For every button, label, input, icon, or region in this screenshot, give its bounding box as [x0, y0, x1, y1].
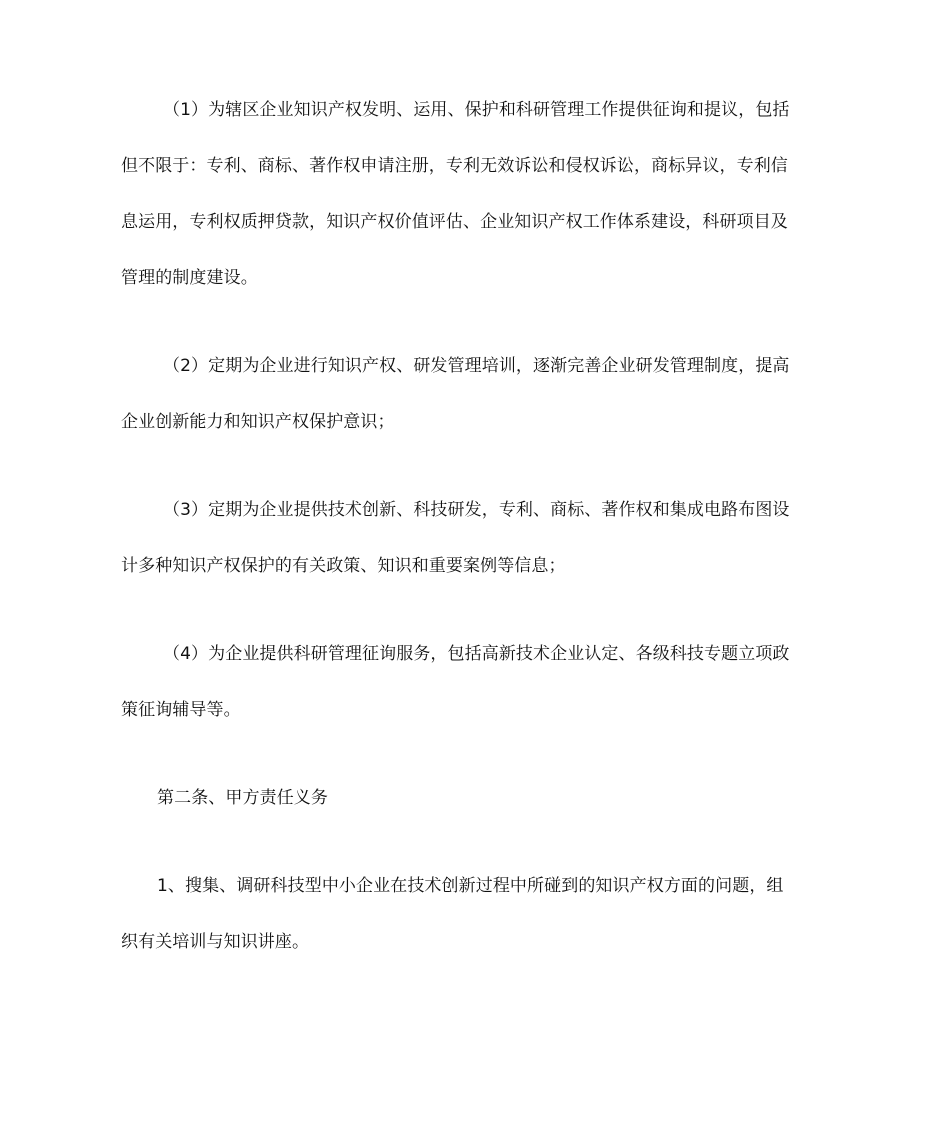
item-2-line-2: 企业创新能力和知识产权保护意识； — [121, 412, 395, 432]
item-3-line-1: （3）定期为企业提供技术创新、科技研发，专利、商标、著作权和集成电路布图设 — [163, 500, 790, 520]
item-1-line-3: 息运用，专利权质押贷款，知识产权价值评估、企业知识产权工作体系建设，科研项目及 — [121, 212, 788, 232]
clause-1-line-1: 1、搜集、调研科技型中小企业在技术创新过程中所碰到的知识产权方面的问题，组 — [157, 876, 784, 896]
item-1-line-4: 管理的制度建设。 — [121, 268, 258, 288]
item-3-line-2: 计多种知识产权保护的有关政策、知识和重要案例等信息； — [121, 556, 566, 576]
clause-1-line-2: 织有关培训与知识讲座。 — [121, 932, 310, 952]
item-1-line-2: 但不限于：专利、商标、著作权申请注册，专利无效诉讼和侵权诉讼，商标异议，专利信 — [121, 156, 788, 176]
item-4-line-1: （4）为企业提供科研管理征询服务，包括高新技术企业认定、各级科技专题立项政 — [163, 644, 790, 664]
item-4-line-2: 策征询辅导等。 — [121, 700, 241, 720]
section-heading: 第二条、甲方责任义务 — [157, 788, 328, 808]
item-1-line-1: （1）为辖区企业知识产权发明、运用、保护和科研管理工作提供征询和提议，包括 — [163, 100, 790, 120]
item-2-line-1: （2）定期为企业进行知识产权、研发管理培训，逐渐完善企业研发管理制度，提高 — [163, 356, 790, 376]
